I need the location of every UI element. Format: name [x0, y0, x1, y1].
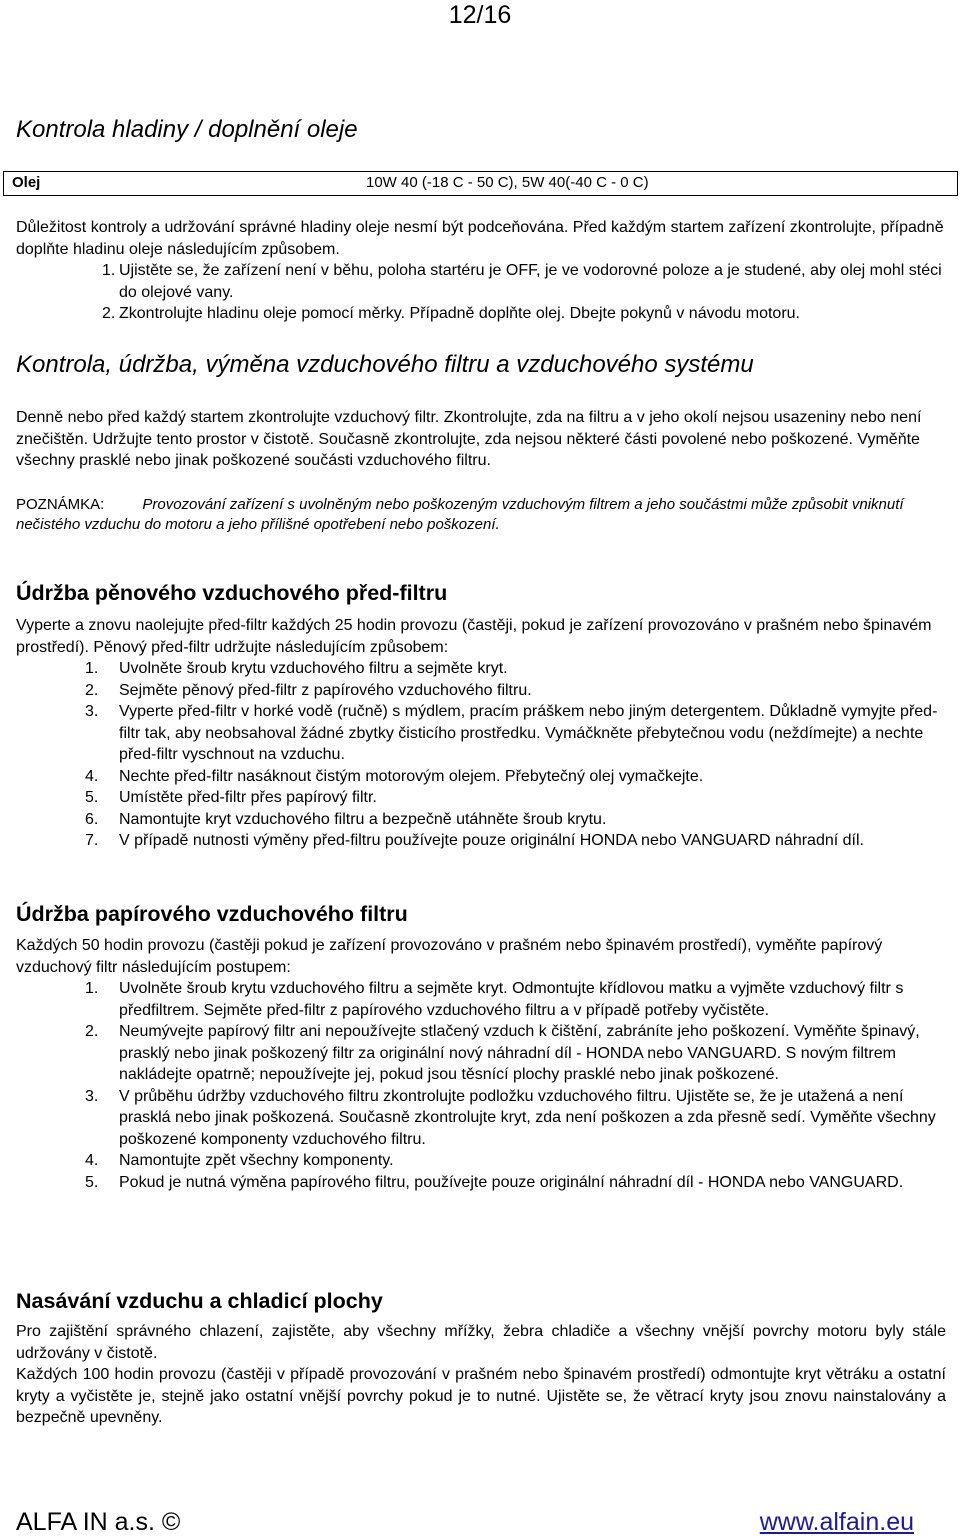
oil-spec-label: Olej [12, 174, 41, 191]
list-text: V průběhu údržby vzduchového filtru zkontrolujte podložku vzduchového filtru. Ujistěte se, že je utažená a není prasklá nebo jinak poškozená. Současně zkontrolujte kryt, zda není poškozen a zda přesně sedí. Vyměňte všechny poškozené komponenty vzduchového filtru. [119, 1087, 936, 1148]
list-text: Umístěte před-filtr přes papírový filtr. [119, 789, 377, 806]
list-text: Zkontrolujte hladinu oleje pomocí měrky. Případně doplňte olej. Dbejte pokynů v návodu motoru. [119, 305, 800, 322]
list-item [16, 1086, 946, 1151]
air-filter-heading: Kontrola, údržba, výměna vzduchového filtru a vzduchového systému [16, 351, 754, 378]
foam-prefilter-body [16, 615, 946, 852]
oil-heading: Kontrola hladiny / doplnění oleje [16, 116, 358, 143]
list-item [16, 260, 946, 303]
list-text: Uvolněte šroub krytu vzduchového filtru a sejměte kryt. Odmontujte křídlovou matku a vyjměte vzduchový filtr s předfiltrem. Sejměte před-filtr z papírového vzduchového filtru a v případě potřeby vyčistěte. [119, 980, 904, 1019]
list-item [16, 1150, 946, 1172]
list-item [16, 701, 946, 766]
oil-spec-value: 10W 40 (-18 C - 50 C), 5W 40(-40 C - 0 C) [366, 174, 649, 191]
list-number: 4. [85, 1152, 99, 1169]
list-text: Vyperte před-filtr v horké vodě (ručně) s mýdlem, pracím práškem nebo jiným detergentem. Důkladně vymyjte před-filtr tak, aby neobsahoval žádné zbytky čisticího prostředku. Vymáčkněte přebytečnou vodu (neždímejte) a nechte před-filtr vyschnout na vzduchu. [119, 703, 938, 763]
footer-company: ALFA IN a.s. © [16, 1508, 181, 1536]
list-number: 1. [85, 980, 99, 997]
foam-prefilter-heading: Údržba pěnového vzduchového před-filtru [16, 581, 448, 605]
note-label: POZNÁMKA: [16, 496, 105, 513]
list-text: Namontujte kryt vzduchového filtru a bezpečně utáhněte šroub krytu. [119, 810, 607, 828]
list-number: 2. [102, 305, 116, 322]
list-item [16, 303, 946, 325]
list-number: 3. [85, 1087, 99, 1105]
cooling-paragraph-2: Každých 100 hodin provozu (častěji v případě provozování v prašném nebo špinavém prostředí) odmontujte kryt větráku a ostatní kryty a vyčistěte je, stejně jako ostatní vnější povrchy pokud je to nutné. Ujistěte se, že větrací kryty jsou znovu nainstalovány a bezpečně upevněny. [16, 1366, 946, 1426]
paper-filter-body [16, 935, 946, 1193]
list-text: Ujistěte se, že zařízení není v běhu, poloha startéru je OFF, je ve vodorovné poloze a je studené, aby olej mohl stéci do olejové vany. [119, 262, 942, 301]
list-item [16, 809, 946, 831]
list-text: Uvolněte šroub krytu vzduchového filtru a sejměte kryt. [119, 660, 508, 677]
oil-intro: Důležitost kontroly a udržování správné hladiny oleje nesmí být podceňována. Před každým startem zařízení zkontrolujte, případně doplňte hladinu oleje následujícím způsobem. [16, 219, 944, 258]
list-text: Nechte před-filtr nasáknout čistým motorovým olejem. Přebytečný olej vymačkejte. [119, 767, 704, 785]
paper-filter-heading: Údržba papírového vzduchového filtru [16, 902, 408, 926]
list-number: 2. [85, 681, 99, 699]
list-text: Pokud je nutná výměna papírového filtru, používejte pouze originální náhradní díl - HONDA nebo VANGUARD. [119, 1173, 904, 1191]
cooling-heading: Nasávání vzduchu a chladicí plochy [16, 1289, 383, 1313]
list-item [16, 830, 946, 852]
cooling-body [16, 1321, 946, 1429]
list-number: 6. [85, 810, 99, 828]
list-text: Sejměte pěnový před-filtr z papírového vzduchového filtru. [119, 681, 532, 699]
list-number: 3. [85, 703, 99, 720]
foam-prefilter-intro: Vyperte a znovu naolejujte před-filtr každých 25 hodin provozu (častěji, pokud je zařízení provozováno v prašném nebo špinavém prostředí). Pěnový před-filtr udržujte následujícím způsobem: [16, 617, 932, 656]
paper-filter-steps [16, 978, 946, 1193]
list-number: 1. [102, 262, 116, 279]
list-number: 2. [85, 1023, 99, 1040]
cooling-paragraph-1: Pro zajištění správného chlazení, zajistěte, aby všechny mřížky, žebra chladiče a všechny vnější povrchy motoru byly stále udržovány v čistotě. [16, 1323, 946, 1362]
list-number: 5. [85, 1173, 99, 1191]
list-number: 7. [85, 832, 99, 849]
oil-spec-table [3, 171, 958, 196]
list-item [16, 1172, 946, 1194]
air-filter-note [16, 495, 946, 535]
list-item [16, 766, 946, 788]
list-item [16, 680, 946, 702]
list-number: 1. [85, 660, 99, 677]
paper-filter-intro: Každých 50 hodin provozu (častěji pokud je zařízení provozováno v prašném nebo špinavém prostředí), vyměňte papírový vzduchový filtr následujícím postupem: [16, 937, 883, 976]
oil-steps [16, 260, 946, 325]
oil-instructions [16, 217, 946, 325]
foam-prefilter-steps [16, 658, 946, 852]
list-item [16, 658, 946, 680]
list-number: 5. [85, 789, 99, 806]
air-filter-text: Denně nebo před každý startem zkontrolujte vzduchový filtr. Zkontrolujte, zda na filtru a v jeho okolí nejsou usazeniny nebo není znečištěn. Udržujte tento prostor v čistotě. Současně zkontrolujte, zda nejsou některé části povolené nebo poškozené. Vyměňte všechny prasklé nebo jinak poškozené součásti vzduchového filtru. [16, 409, 922, 469]
footer-website-link[interactable]: www.alfain.eu [759, 1508, 914, 1536]
page-number: 12/16 [448, 1, 512, 29]
list-item [16, 787, 946, 809]
list-text: Neumývejte papírový filtr ani nepoužívejte stlačený vzduch k čištění, zabráníte jeho poškození. Vyměňte špinavý, prasklý nebo jinak poškozený filtr za originální nový náhradní díl - HONDA nebo VANGUARD. S novým filtrem nakládejte opatrně; nepoužívejte jej, pokud jsou těsnící plochy prasklé nebo jinak poškozené. [119, 1023, 920, 1083]
note-text: Provozování zařízení s uvolněným nebo poškozeným vzduchovým filtrem a jeho součástmi může způsobit vniknutí nečistého vzduchu do motoru a jeho přílišné opotřebení nebo poškození. [16, 496, 904, 533]
list-item [16, 1021, 946, 1086]
list-text: Namontujte zpět všechny komponenty. [119, 1152, 394, 1169]
list-number: 4. [85, 767, 99, 785]
list-item [16, 978, 946, 1021]
list-text: V případě nutnosti výměny před-filtru používejte pouze originální HONDA nebo VANGUARD náhradní díl. [119, 832, 864, 849]
